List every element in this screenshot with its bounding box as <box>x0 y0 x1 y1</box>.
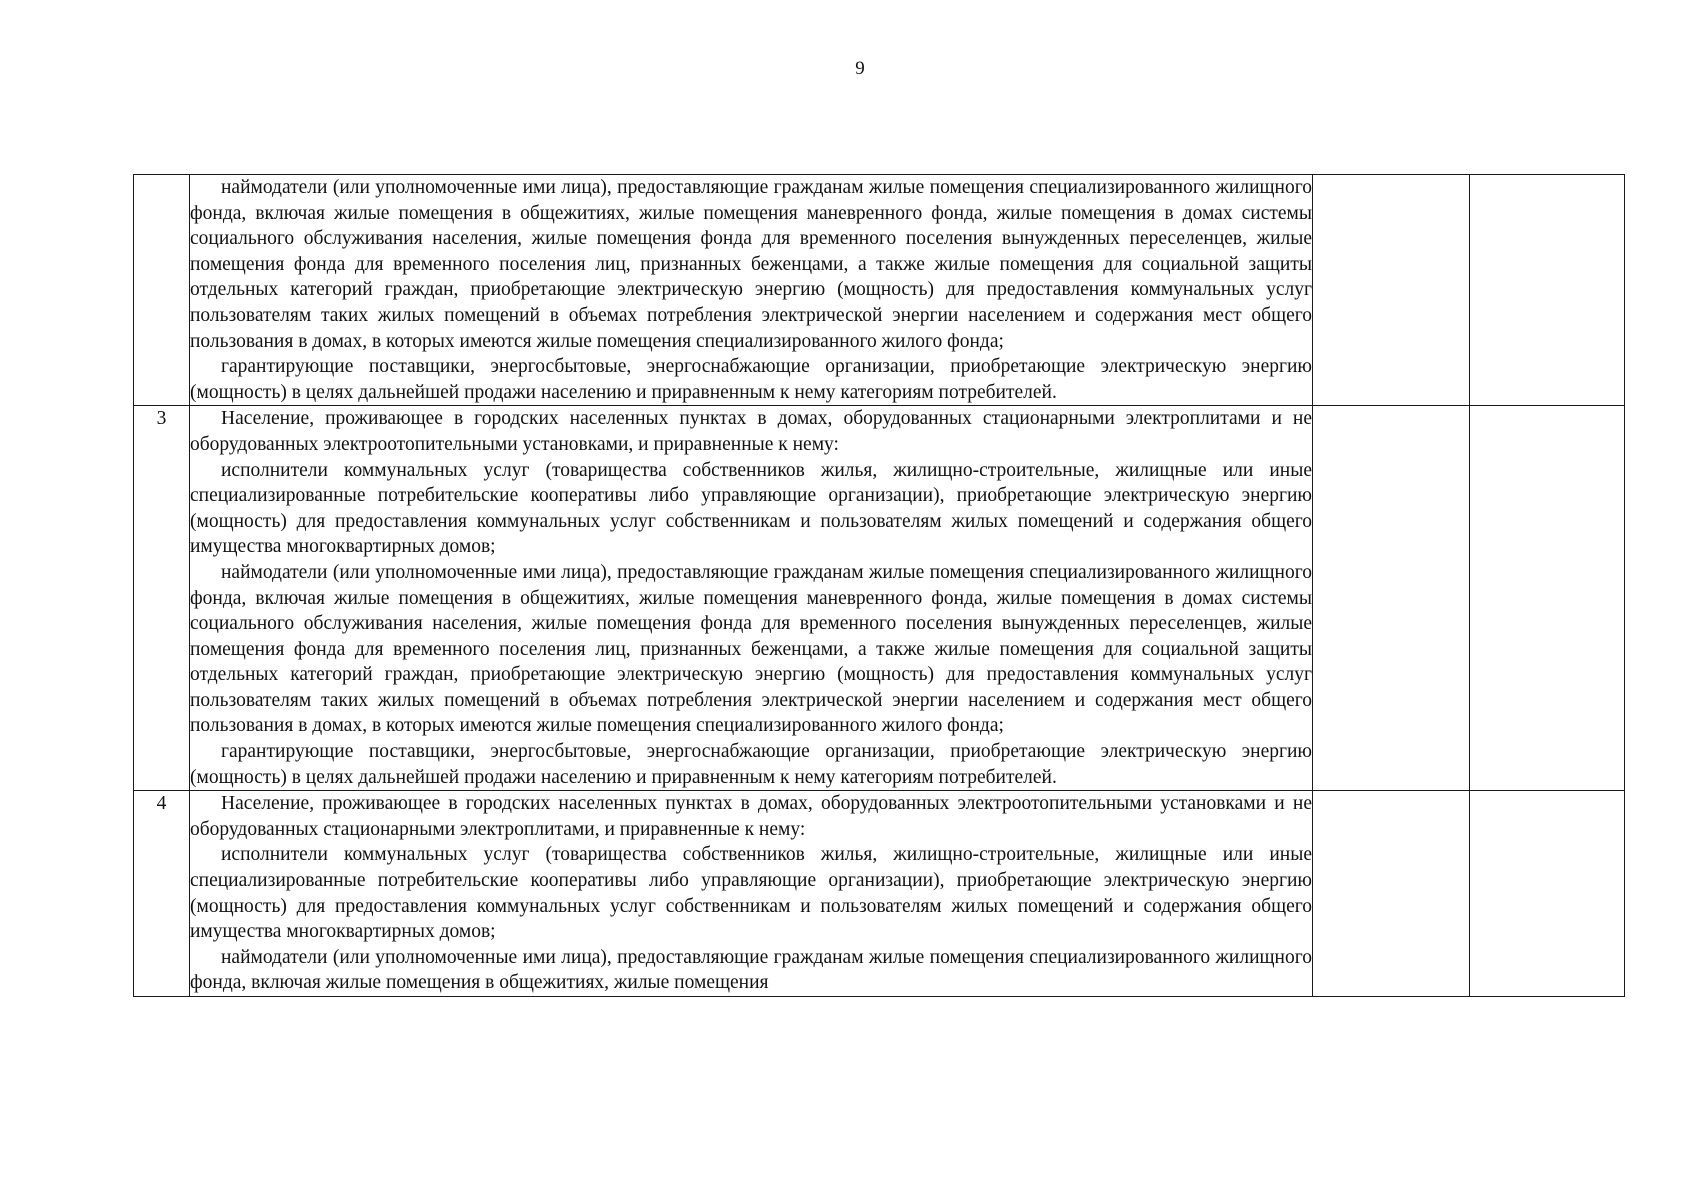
paragraph: гарантирующие поставщики, энергосбытовые, энергоснабжающие организации, приобретающие электрическую энергию (мощность) в целях дальнейшей продажи населению и приравненным к нему категориям потребителей. <box>190 356 1312 403</box>
paragraph: Население, проживающее в городских населенных пунктах в домах, оборудованных стационарными электроплитами и не оборудованных электроотопительными установками, и приравненные к нему: <box>190 408 1312 455</box>
empty-cell <box>1470 175 1625 406</box>
table-row <box>134 406 1625 791</box>
row-description <box>190 791 1313 997</box>
page-number: 9 <box>855 58 865 79</box>
row-number <box>134 175 190 406</box>
empty-cell <box>1313 175 1470 406</box>
paragraph: наймодатели (или уполномоченные ими лица), предоставляющие гражданам жилые помещения специализированного жилищного фонда, включая жилые помещения в общежитиях, жилые помещения <box>190 946 1312 994</box>
table-row <box>134 175 1625 406</box>
row-number: 3 <box>134 406 190 791</box>
tariff-table <box>133 174 1625 997</box>
empty-cell <box>1313 406 1470 791</box>
empty-cell <box>1470 791 1625 997</box>
paragraph: исполнители коммунальных услуг (товарищества собственников жилья, жилищно-строительные, жилищные или иные специализированные потребительские кооперативы либо управляющие организации), приобретающие электрическую энергию (мощность) для предоставления коммунальных услуг собственникам и пользователям жилых помещений и содержания общего имущества многоквартирных домов; <box>190 844 1312 943</box>
table-row <box>134 791 1625 997</box>
empty-cell <box>1470 406 1625 791</box>
row-description <box>190 175 1313 406</box>
paragraph: наймодатели (или уполномоченные ими лица), предоставляющие гражданам жилые помещения специализированного жилищного фонда, включая жилые помещения в общежитиях, жилые помещения маневренного фонда, жилые помещения в домах системы социального обслуживания населения, жилые помещения фонда для временного поселения вынужденных переселенцев, жилые помещения фонда для временного поселения лиц, признанных беженцами, а также жилые помещения для социальной защиты отдельных категорий граждан, приобретающие электрическую энергию (мощность) для предоставления коммунальных услуг пользователям таких жилых помещений в объемах потребления электрической энергии населением и содержания мест общего пользования в домах, в которых имеются жилые помещения специализированного жилого фонда; <box>190 561 1312 737</box>
empty-cell <box>1313 791 1470 997</box>
paragraph: Население, проживающее в городских населенных пунктах в домах, оборудованных электроотопительными установками и не оборудованных стационарными электроплитами, и приравненные к нему: <box>190 793 1312 840</box>
row-description <box>190 406 1313 791</box>
row-number: 4 <box>134 791 190 997</box>
paragraph: гарантирующие поставщики, энергосбытовые, энергоснабжающие организации, приобретающие электрическую энергию (мощность) в целях дальнейшей продажи населению и приравненным к нему категориям потребителей. <box>190 741 1312 788</box>
paragraph: наймодатели (или уполномоченные ими лица), предоставляющие гражданам жилые помещения специализированного жилищного фонда, включая жилые помещения в общежитиях, жилые помещения маневренного фонда, жилые помещения в домах системы социального обслуживания населения, жилые помещения фонда для временного поселения вынужденных переселенцев, жилые помещения фонда для временного поселения лиц, признанных беженцами, а также жилые помещения для социальной защиты отдельных категорий граждан, приобретающие электрическую энергию (мощность) для предоставления коммунальных услуг пользователям таких жилых помещений в объемах потребления электрической энергии населением и содержания мест общего пользования в домах, в которых имеются жилые помещения специализированного жилого фонда; <box>190 177 1312 352</box>
paragraph: исполнители коммунальных услуг (товарищества собственников жилья, жилищно-строительные, жилищные или иные специализированные потребительские кооперативы либо управляющие организации), приобретающие электрическую энергию (мощность) для предоставления коммунальных услуг собственникам и пользователям жилых помещений и содержания общего имущества многоквартирных домов; <box>190 459 1312 558</box>
